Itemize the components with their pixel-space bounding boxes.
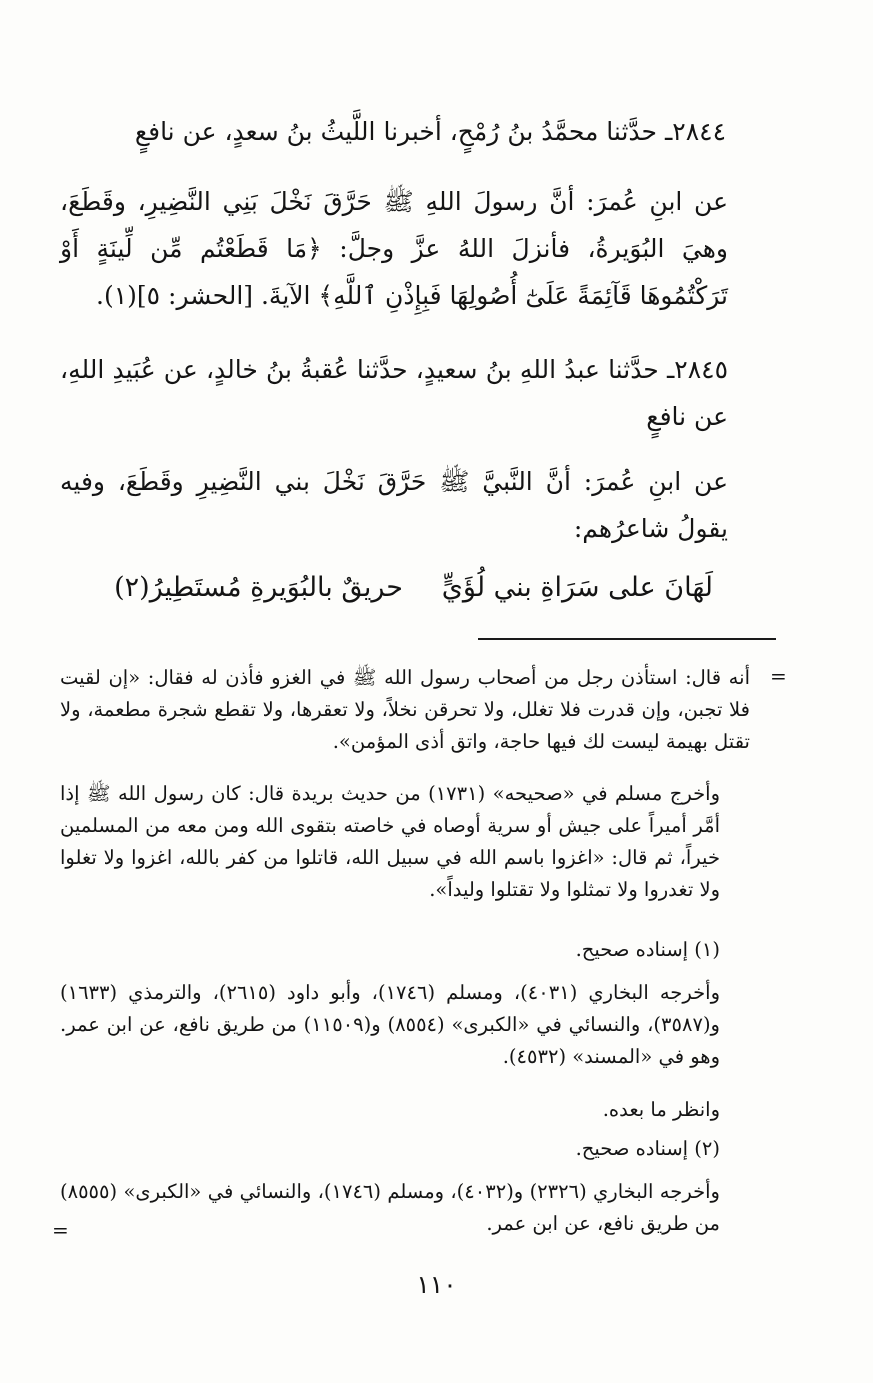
footnote-2-heading: (٢) إسناده صحيح. [575, 1137, 720, 1160]
page-number: ١١٠ [416, 1270, 457, 1299]
footnote-1-see-also: وانظر ما بعده. [602, 1098, 720, 1121]
footnote-2-body: وأخرجه البخاري (٢٣٢٦) و(٤٠٣٢)، ومسلم (١٧٤٦)، والنسائي في «الكبرى» (٨٥٥٥) من طريق نافع، عن ابن عمر. [60, 1180, 720, 1235]
footnote-1-body: وأخرجه البخاري (٤٠٣١)، ومسلم (١٧٤٦)، وأبو داود (٢٦١٥)، والترمذي (١٦٣٣) و(٣٥٨٧)، والنسائي في «الكبرى» (٨٥٥٤) و(١١٥٠٩) من طريق نافع، عن ابن عمر. وهو في «المسند» (٤٥٣٢). [60, 981, 720, 1068]
hadith-2844-isnad: ٢٨٤٤ـ حدَّثنا محمَّدُ بنُ رُمْحٍ، أخبرنا اللَّيثُ بنُ سعدٍ، عن نافعٍ [134, 117, 726, 146]
footnote-continuation-paragraph-1: أنه قال: استأذن رجل من أصحاب رسول الله ﷺ في الغزو فأذن له فقال: «إن لقيت فلا تجبن، وإن قدرت فلا تغلل، ولا تحرقن نخلاً، ولا تعقرها، ولا تقطع شجرة مطعمة، ولا تقتل بهيمة ليست لك فيها حاجة، واتق أذى المؤمن». [60, 666, 750, 753]
poem-verse-second-hemistich: حريقٌ بالبُوَيرةِ مُستَطِيرُ(٢) [114, 572, 403, 603]
footnote-continuation-mark-start: = [770, 664, 787, 688]
footnote-continuation-paragraph-2: وأخرج مسلم في «صحيحه» (١٧٣١) من حديث بريدة قال: كان رسول الله ﷺ إذا أمَّر أميراً على جيش أو سرية أوصاه في خاصته بتقوى الله ومن معه من المسلمين خيراً، ثم قال: «اغزوا باسم الله في سبيل الله، قاتلوا من كفر بالله، اغزوا ولا تغلوا ولا تغدروا ولا تمثلوا ولا تقتلوا وليداً». [60, 782, 720, 901]
hadith-2845-isnad: ٢٨٤٥ـ حدَّثنا عبدُ اللهِ بنُ سعيدٍ، حدَّثنا عُقبةُ بنُ خالدٍ، عن عُبَيدِ اللهِ، عن نافعٍ [60, 355, 728, 431]
hadith-2845-matn: عن ابنِ عُمرَ: أنَّ النَّبيَّ ﷺ حَرَّقَ نَخْلَ بني النَّضِيرِ وقَطَعَ، وفيه يقولُ شاعرُهم: [60, 467, 728, 543]
hadith-2844-matn: عن ابنِ عُمرَ: أنَّ رسولَ اللهِ ﷺ حَرَّقَ نَخْلَ بَنِي النَّضِيرِ، وقَطَعَ، وهيَ البُوَيرةُ، فأنزلَ اللهُ عزَّ وجلَّ: ﴿مَا قَطَعْتُم مِّن لِّينَةٍ أَوْ تَرَكْتُمُوهَا قَآئِمَةً عَلَىٰٓ أُصُولِهَا فَبِإِذْنِ ٱللَّهِ﴾ الآيةَ. [الحشر: ٥](١). [60, 187, 728, 310]
footnote-separator [478, 638, 776, 640]
poem-verse-first-hemistich: لَهَانَ على سَرَاةِ بني لُؤَيٍّ [441, 572, 713, 603]
footnote-1-heading: (١) إسناده صحيح. [575, 938, 720, 961]
footnote-continuation-mark-end: = [52, 1218, 69, 1242]
